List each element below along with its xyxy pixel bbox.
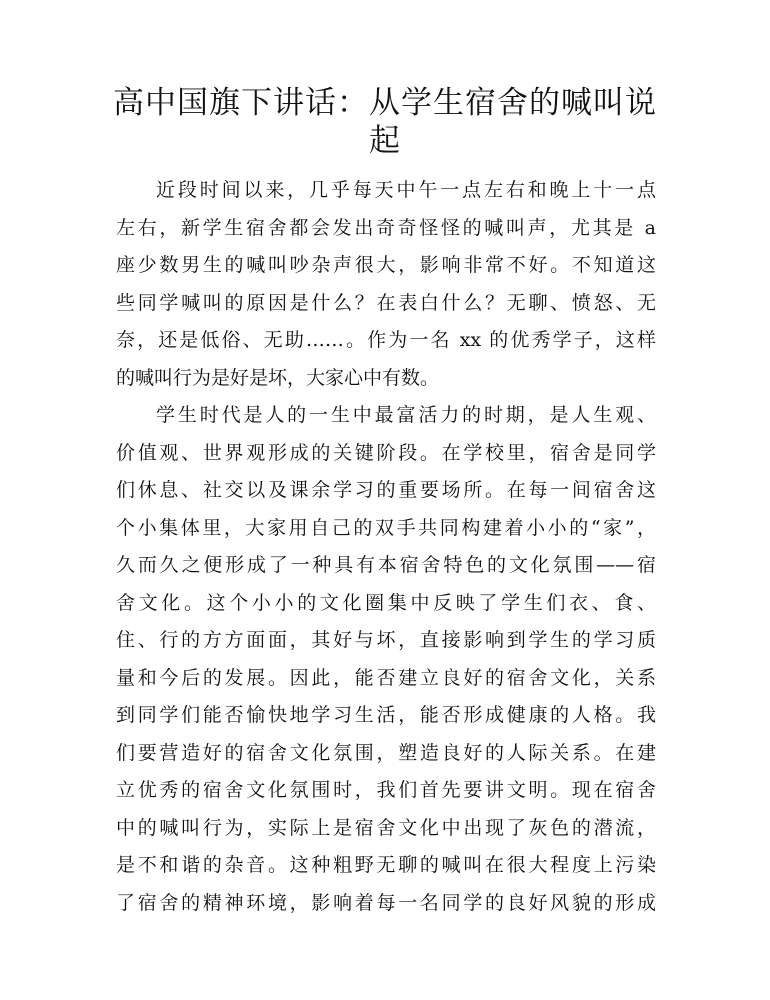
document-title	[110, 84, 660, 160]
title-line: 高中国旗下讲话：从学生宿舍的喊叫说	[113, 85, 657, 121]
paragraph-line: 住、行的方方面面，其好与坏，直接影响到学生的学习质	[116, 629, 656, 651]
paragraph-line: 舍文化。这个小小的文化圈集中反映了学生们衣、食、	[116, 591, 656, 614]
paragraph-line: 们要营造好的宿舍文化氛围，塑造良好的人际关系。在建	[116, 741, 656, 764]
paragraph-line: 量和今后的发展。因此，能否建立良好的宿舍文化，关系	[116, 666, 656, 689]
paragraph-line: 个小集体里，大家用自己的双手共同构建着小小的“家”，	[116, 516, 656, 539]
paragraph-line: 们休息、社交以及课余学习的重要场所。在每一间宿舍这	[116, 479, 656, 501]
paragraph	[116, 172, 656, 397]
paragraph-line: 座少数男生的喊叫吵杂声很大，影响非常不好。不知道这	[116, 254, 656, 276]
paragraph-line: 中的喊叫行为，实际上是宿舍文化中出现了灰色的潜流，	[116, 816, 656, 839]
paragraph-line: 些同学喊叫的原因是什么？在表白什么？无聊、愤怒、无	[116, 291, 656, 314]
paragraph-line: 学生时代是人的一生中最富活力的时期，是人生观、	[156, 404, 656, 426]
paragraph	[116, 397, 656, 922]
paragraph-line: 近段时间以来，几乎每天中午一点左右和晚上十一点	[156, 179, 656, 201]
paragraph-line: 了宿舍的精神环境，影响着每一名同学的良好风貌的形成	[116, 891, 656, 914]
paragraph-line: 是不和谐的杂音。这种粗野无聊的喊叫在很大程度上污染	[116, 854, 656, 876]
paragraph-line: 奈，还是低俗、无助……。作为一名 xx 的优秀学子，这样	[116, 329, 656, 351]
document-body	[116, 172, 656, 922]
paragraph-line: 到同学们能否愉快地学习生活，能否形成健康的人格。我	[116, 704, 656, 726]
paragraph-line: 久而久之便形成了一种具有本宿舍特色的文化氛围——宿	[116, 554, 656, 576]
title-line: 起	[369, 123, 401, 159]
paragraph-line: 的喊叫行为是好是坏，大家心中有数。	[116, 366, 440, 389]
paragraph-line: 左右，新学生宿舍都会发出奇奇怪怪的喊叫声，尤其是 a	[116, 216, 656, 239]
paragraph-line: 立优秀的宿舍文化氛围时，我们首先要讲文明。现在宿舍	[116, 779, 656, 801]
paragraph-line: 价值观、世界观形成的关键阶段。在学校里，宿舍是同学	[116, 441, 656, 464]
